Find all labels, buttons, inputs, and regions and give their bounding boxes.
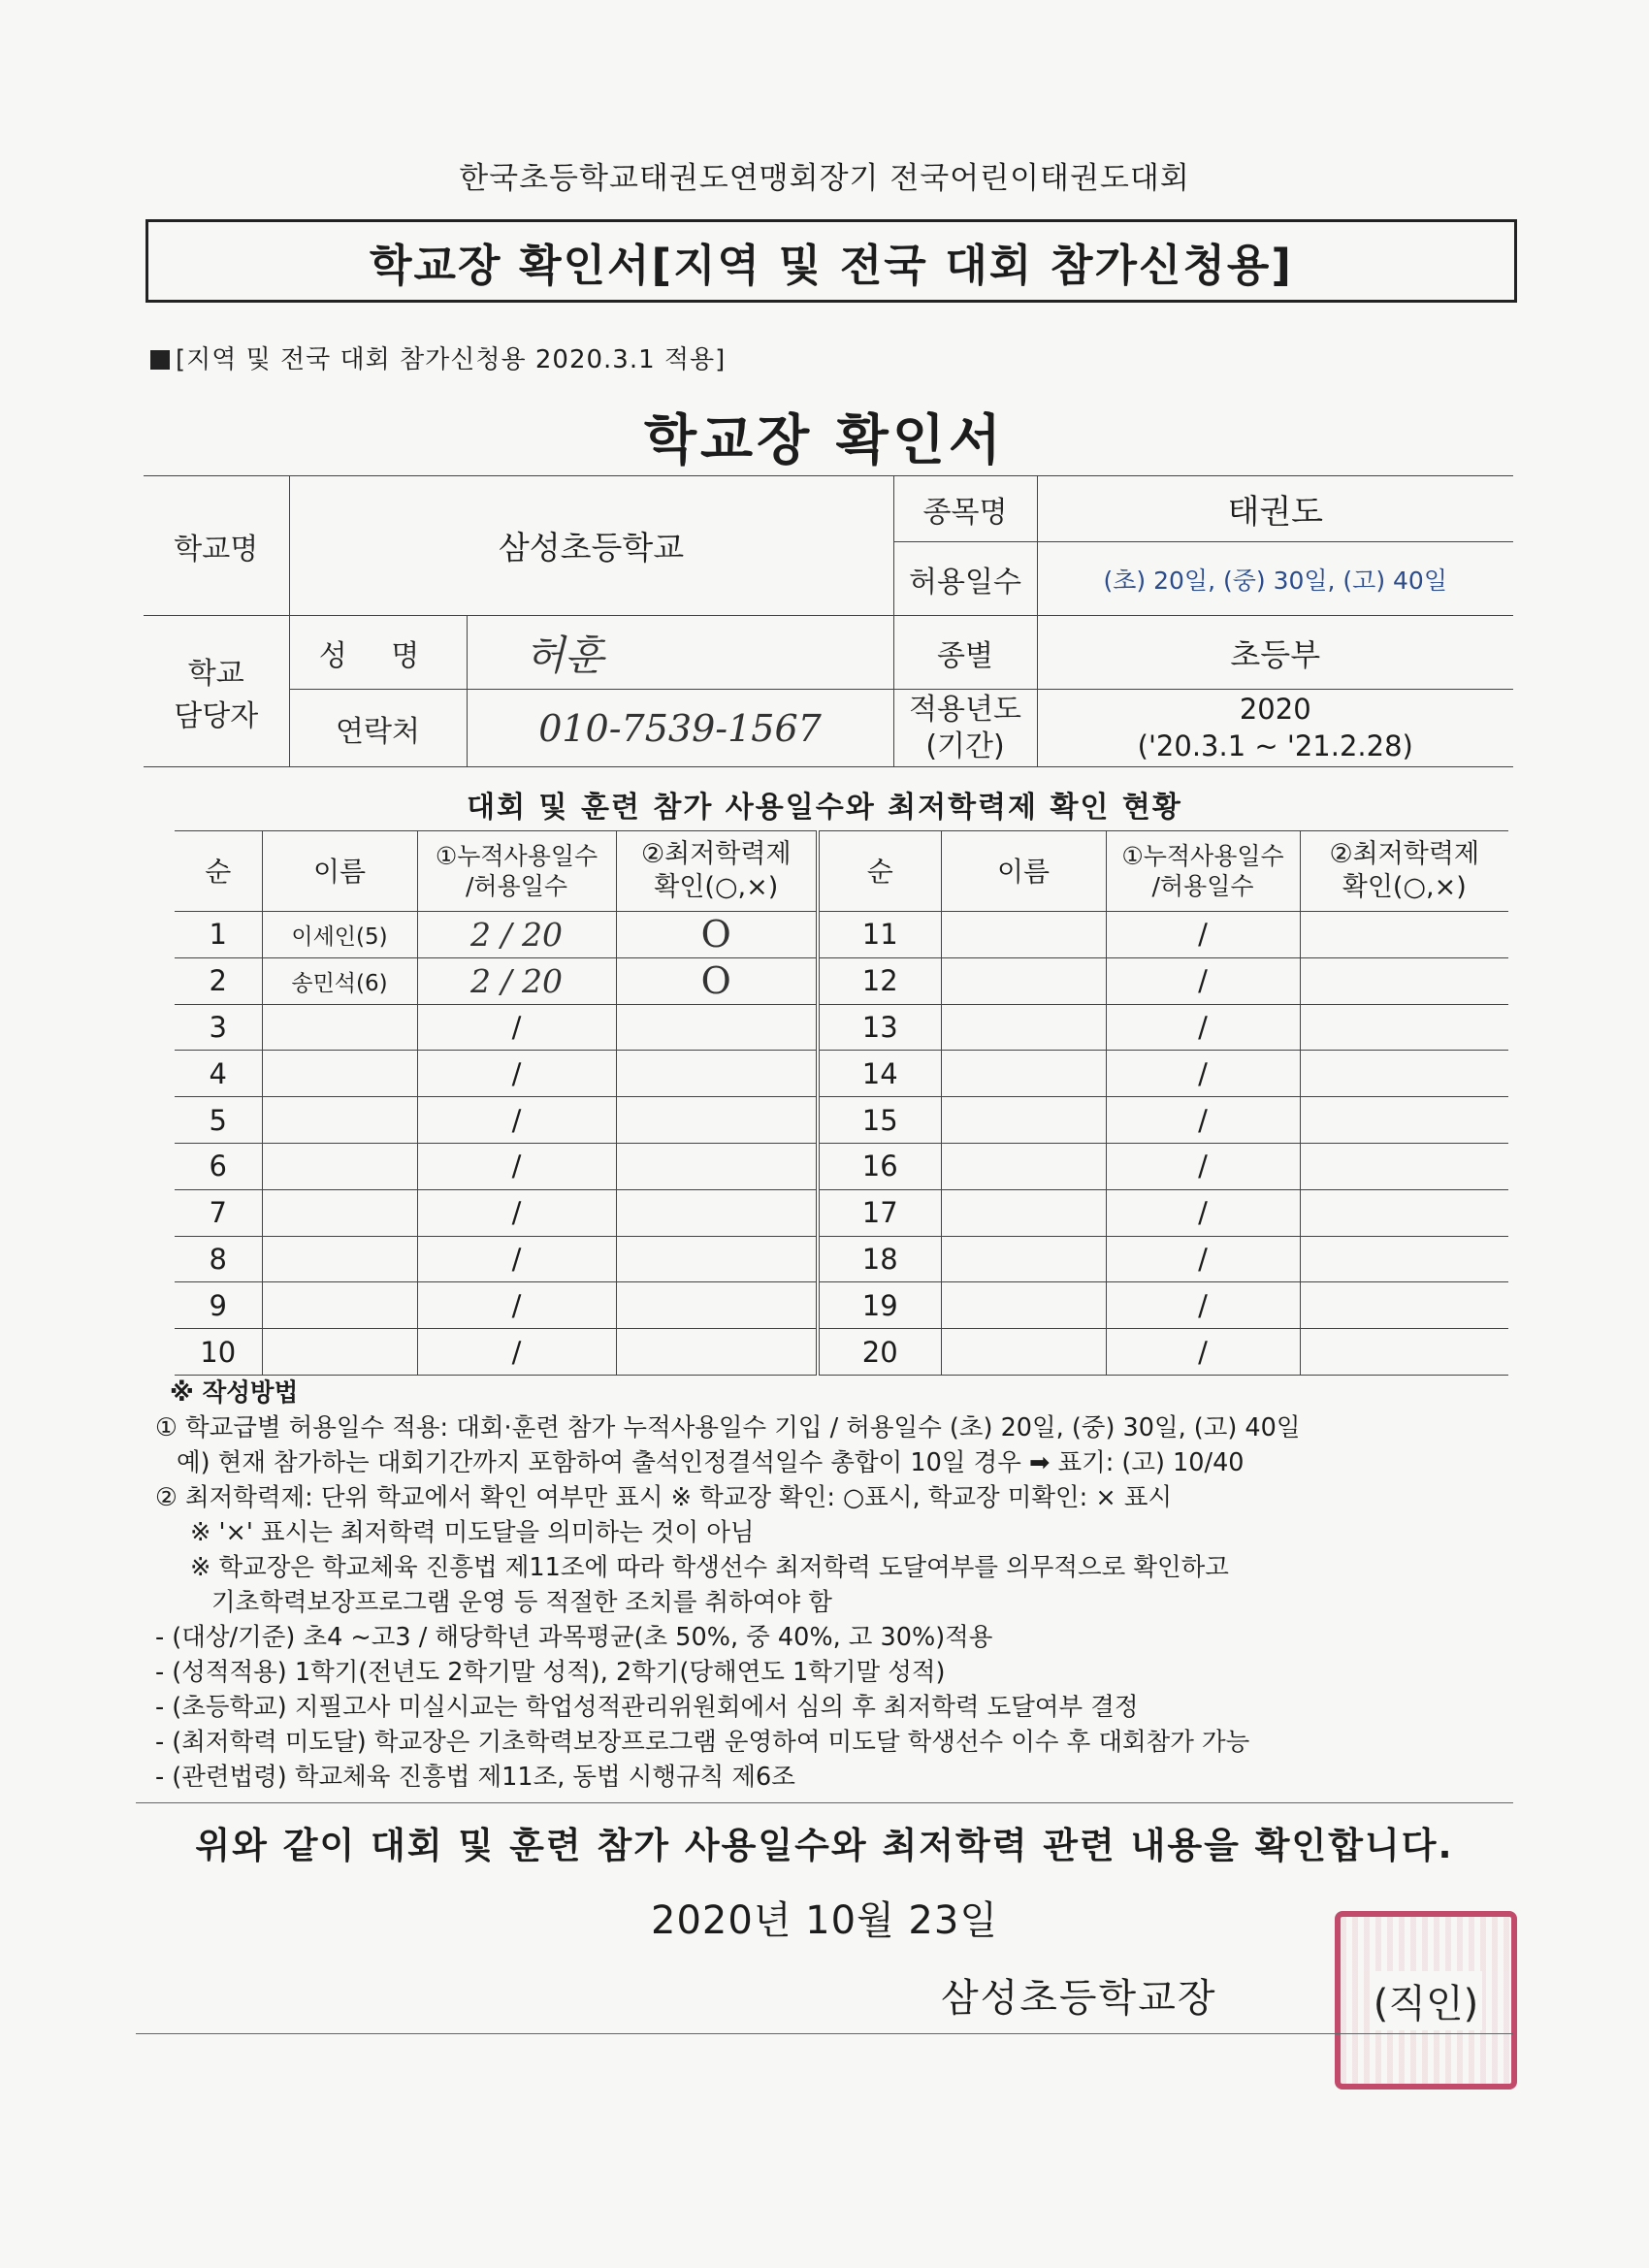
phone-value: 010-7539-1567 bbox=[467, 690, 893, 767]
competition-title: 한국초등학교태권도연맹회장기 전국어린이태권도대회 bbox=[459, 161, 1190, 196]
row-no: 1 bbox=[175, 912, 262, 958]
row-days: / bbox=[1106, 1004, 1300, 1051]
allow-days-label: 허용일수 bbox=[893, 542, 1037, 616]
event-label: 종목명 bbox=[893, 476, 1037, 542]
row-name bbox=[262, 1189, 417, 1236]
contact-person-label bbox=[144, 616, 289, 767]
row-check bbox=[1300, 957, 1508, 1004]
instruction-line: - (대상/기준) 초4 ~고3 / 해당학년 과목평균(초 50%, 중 40%, 고 30%)적용 bbox=[155, 1623, 993, 1652]
header-check-1: ②최저학력제 bbox=[640, 839, 792, 870]
participation-table bbox=[175, 830, 1508, 1376]
row-check bbox=[616, 1051, 818, 1097]
row-check: O bbox=[616, 912, 818, 958]
table-row bbox=[175, 1329, 1508, 1376]
row-name bbox=[262, 1004, 417, 1051]
instructions-title: ※ 작성방법 bbox=[170, 1378, 299, 1408]
contact-person-label-2: 담당자 bbox=[174, 698, 259, 733]
table-row bbox=[175, 1004, 1508, 1051]
issue-date: 2020년 10월 23일 bbox=[651, 1898, 998, 1943]
row-no: 12 bbox=[818, 957, 941, 1004]
row-no: 18 bbox=[818, 1236, 941, 1282]
row-days: / bbox=[417, 1189, 616, 1236]
divider bbox=[136, 2033, 1513, 2034]
row-name bbox=[941, 912, 1106, 958]
table-header-row bbox=[175, 831, 1508, 912]
row-days: / bbox=[1106, 1189, 1300, 1236]
official-seal-stamp bbox=[1335, 1911, 1517, 2090]
row-no: 7 bbox=[175, 1189, 262, 1236]
row-no: 2 bbox=[175, 957, 262, 1004]
row-no: 15 bbox=[818, 1097, 941, 1144]
principal-signature-line: 삼성초등학교장 bbox=[941, 1976, 1217, 2021]
school-info-table bbox=[144, 475, 1513, 767]
header-name-right: 이름 bbox=[941, 831, 1106, 912]
row-no: 19 bbox=[818, 1282, 941, 1329]
row-no: 16 bbox=[818, 1143, 941, 1189]
row-check bbox=[1300, 1282, 1508, 1329]
row-name bbox=[262, 1051, 417, 1097]
row-name bbox=[941, 1236, 1106, 1282]
row-days: / bbox=[417, 1329, 616, 1376]
confirmation-statement: 위와 같이 대회 및 훈련 참가 사용일수와 최저학력 관련 내용을 확인합니다. bbox=[195, 1825, 1454, 1866]
row-check bbox=[1300, 1143, 1508, 1189]
header-check-2-right: 확인(○,×) bbox=[1342, 872, 1467, 902]
name-label: 성 명 bbox=[289, 616, 467, 690]
row-check bbox=[1300, 1189, 1508, 1236]
row-check: O bbox=[616, 957, 818, 1004]
table-row bbox=[175, 1097, 1508, 1144]
instruction-line: - (관련법령) 학교체육 진흥법 제11조, 동법 시행규칙 제6조 bbox=[155, 1763, 795, 1792]
row-days: / bbox=[1106, 1143, 1300, 1189]
row-days: / bbox=[417, 1143, 616, 1189]
row-check bbox=[1300, 1329, 1508, 1376]
contact-person-label-1: 학교 bbox=[187, 656, 244, 691]
header-check-2: 확인(○,×) bbox=[654, 872, 779, 902]
sub-note-text: [지역 및 전국 대회 참가신청용 2020.3.1 적용] bbox=[176, 345, 727, 374]
section-title: 대회 및 훈련 참가 사용일수와 최저학력제 확인 현황 bbox=[467, 791, 1182, 825]
row-name bbox=[262, 1282, 417, 1329]
row-no: 8 bbox=[175, 1236, 262, 1282]
instruction-line: - (초등학교) 지필고사 미실시교는 학업성적관리위원회에서 심의 후 최저학력 도달여부 결정 bbox=[155, 1693, 1139, 1722]
row-days: / bbox=[1106, 1097, 1300, 1144]
row-no: 10 bbox=[175, 1329, 262, 1376]
table-row bbox=[175, 957, 1508, 1004]
year-label-2: (기간) bbox=[925, 729, 1005, 763]
row-name bbox=[262, 1236, 417, 1282]
row-days: 2 / 20 bbox=[417, 957, 616, 1004]
header-check-1-right: ②최저학력제 bbox=[1329, 839, 1480, 870]
row-name bbox=[941, 957, 1106, 1004]
row-no: 3 bbox=[175, 1004, 262, 1051]
row-name bbox=[941, 1189, 1106, 1236]
row-name bbox=[262, 1097, 417, 1144]
table-row bbox=[175, 1143, 1508, 1189]
row-name bbox=[941, 1051, 1106, 1097]
row-name bbox=[262, 1143, 417, 1189]
row-no: 9 bbox=[175, 1282, 262, 1329]
table-row bbox=[175, 912, 1508, 958]
instruction-line: ① 학교급별 허용일수 적용: 대회·훈련 참가 누적사용일수 기입 / 허용일수 (초) 20일, (중) 30일, (고) 40일 bbox=[155, 1413, 1301, 1442]
row-name bbox=[262, 1329, 417, 1376]
row-days: / bbox=[417, 1097, 616, 1144]
row-no: 17 bbox=[818, 1189, 941, 1236]
row-days: / bbox=[1106, 912, 1300, 958]
instruction-line: ② 최저학력제: 단위 학교에서 확인 여부만 표시 ※ 학교장 확인: ○표시, 학교장 미확인: × 표시 bbox=[155, 1483, 1173, 1512]
form-title-box: 학교장 확인서[지역 및 전국 대회 참가신청용] bbox=[146, 219, 1517, 303]
row-check bbox=[1300, 1004, 1508, 1051]
divider bbox=[136, 1802, 1513, 1803]
row-check bbox=[616, 1143, 818, 1189]
header-name: 이름 bbox=[262, 831, 417, 912]
division-value: 초등부 bbox=[1037, 616, 1513, 690]
square-bullet-icon bbox=[150, 350, 170, 370]
table-row bbox=[175, 1236, 1508, 1282]
form-sub-note bbox=[150, 340, 726, 375]
row-days: 2 / 20 bbox=[417, 912, 616, 958]
row-days: / bbox=[1106, 1236, 1300, 1282]
row-name bbox=[941, 1143, 1106, 1189]
row-check bbox=[1300, 1051, 1508, 1097]
instruction-line: 예) 현재 참가하는 대회기간까지 포함하여 출석인정결석일수 총합이 10일 경우 ➡ 표기: (고) 10/40 bbox=[177, 1448, 1245, 1477]
division-label: 종별 bbox=[893, 616, 1037, 690]
row-check bbox=[1300, 1236, 1508, 1282]
row-days: / bbox=[1106, 1329, 1300, 1376]
page-title: 학교장 확인서 bbox=[643, 409, 1006, 472]
row-days: / bbox=[1106, 1282, 1300, 1329]
row-days: / bbox=[417, 1236, 616, 1282]
row-check bbox=[616, 1189, 818, 1236]
table-row bbox=[175, 1282, 1508, 1329]
instruction-line: 기초학력보장프로그램 운영 등 적절한 조치를 취하여야 함 bbox=[211, 1588, 832, 1617]
school-name-label: 학교명 bbox=[144, 476, 289, 616]
seal-label: (직인) bbox=[1370, 1971, 1483, 2030]
header-no: 순 bbox=[175, 831, 262, 912]
row-check bbox=[616, 1097, 818, 1144]
row-check bbox=[616, 1004, 818, 1051]
table-row bbox=[175, 1189, 1508, 1236]
row-days: / bbox=[1106, 957, 1300, 1004]
row-name: 이세인(5) bbox=[262, 912, 417, 958]
allow-days-value: (초) 20일, (중) 30일, (고) 40일 bbox=[1037, 542, 1513, 616]
row-days: / bbox=[417, 1051, 616, 1097]
row-check bbox=[1300, 912, 1508, 958]
row-no: 11 bbox=[818, 912, 941, 958]
row-name bbox=[941, 1004, 1106, 1051]
school-name-value: 삼성초등학교 bbox=[289, 476, 893, 616]
row-name bbox=[941, 1282, 1106, 1329]
row-check bbox=[616, 1282, 818, 1329]
row-no: 4 bbox=[175, 1051, 262, 1097]
instruction-line: ※ '×' 표시는 최저학력 미도달을 의미하는 것이 아님 bbox=[190, 1518, 755, 1547]
row-no: 5 bbox=[175, 1097, 262, 1144]
row-days: / bbox=[1106, 1051, 1300, 1097]
row-name bbox=[941, 1329, 1106, 1376]
event-value: 태권도 bbox=[1037, 476, 1513, 542]
row-no: 13 bbox=[818, 1004, 941, 1051]
header-days-2: /허용일수 bbox=[465, 872, 568, 900]
row-name: 송민석(6) bbox=[262, 957, 417, 1004]
instruction-line: ※ 학교장은 학교체육 진흥법 제11조에 따라 학생선수 최저학력 도달여부를 의무적으로 확인하고 bbox=[190, 1553, 1229, 1582]
table-row bbox=[175, 1051, 1508, 1097]
header-days-1: ①누적사용일수 bbox=[435, 841, 598, 870]
phone-label: 연락처 bbox=[289, 690, 467, 767]
row-check bbox=[1300, 1097, 1508, 1144]
row-check bbox=[616, 1236, 818, 1282]
row-no: 6 bbox=[175, 1143, 262, 1189]
header-days-1-right: ①누적사용일수 bbox=[1121, 841, 1284, 870]
row-check bbox=[616, 1329, 818, 1376]
instructions bbox=[155, 1376, 1513, 1795]
instruction-line: - (성적적용) 1학기(전년도 2학기말 성적), 2학기(당해연도 1학기말 성적) bbox=[155, 1658, 946, 1687]
row-days: / bbox=[417, 1282, 616, 1329]
row-no: 20 bbox=[818, 1329, 941, 1376]
header-no-right: 순 bbox=[818, 831, 941, 912]
row-days: / bbox=[417, 1004, 616, 1051]
name-value: 허훈 bbox=[467, 616, 893, 690]
header-days-2-right: /허용일수 bbox=[1151, 872, 1254, 900]
row-no: 14 bbox=[818, 1051, 941, 1097]
year-value: 2020 bbox=[1239, 692, 1311, 726]
period-value: ('20.3.1 ~ '21.2.28) bbox=[1137, 729, 1413, 762]
year-label-1: 적용년도 bbox=[909, 693, 1021, 727]
row-name bbox=[941, 1097, 1106, 1144]
instruction-line: - (최저학력 미도달) 학교장은 기초학력보장프로그램 운영하여 미도달 학생선수 이수 후 대회참가 가능 bbox=[155, 1728, 1250, 1757]
